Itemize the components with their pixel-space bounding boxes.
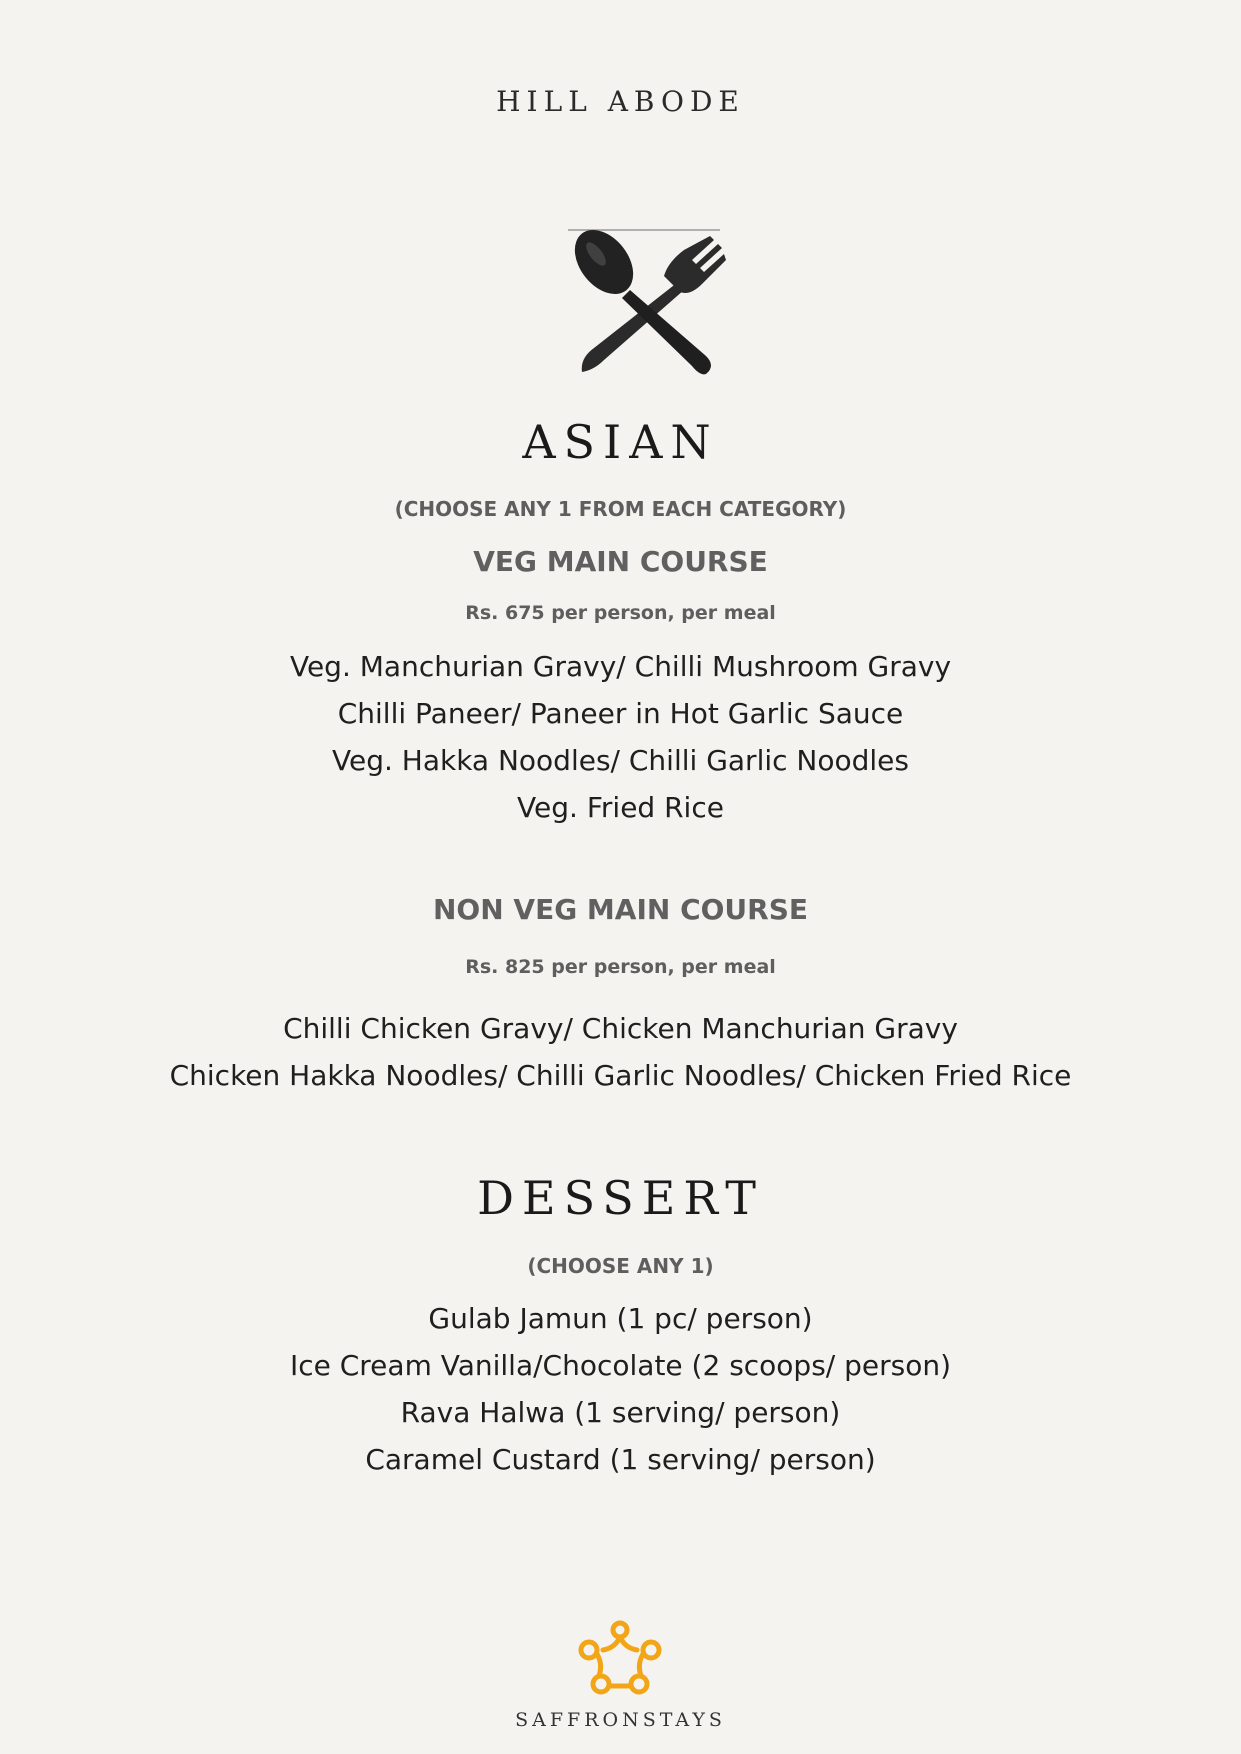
list-item: Veg. Manchurian Gravy/ Chilli Mushroom Gravy bbox=[289, 650, 952, 683]
saffronstays-logo-icon bbox=[575, 1620, 665, 1700]
asian-instruction: (CHOOSE ANY 1 FROM EACH CATEGORY) bbox=[394, 497, 847, 521]
list-item: Chicken Hakka Noodles/ Chilli Garlic Noodles/ Chicken Fried Rice bbox=[169, 1059, 1072, 1092]
list-item: Chilli Paneer/ Paneer in Hot Garlic Sauce bbox=[337, 697, 904, 730]
list-item: Gulab Jamun (1 pc/ person) bbox=[428, 1302, 813, 1335]
list-item: Chilli Chicken Gravy/ Chicken Manchurian Gravy bbox=[283, 1012, 958, 1045]
list-item: Rava Halwa (1 serving/ person) bbox=[400, 1396, 841, 1429]
veg-price: Rs. 675 per person, per meal bbox=[465, 602, 776, 624]
spoon-fork-icon bbox=[560, 226, 730, 386]
brand-title: HILL ABODE bbox=[496, 85, 745, 118]
list-item: Veg. Fried Rice bbox=[517, 791, 724, 824]
dessert-instruction: (CHOOSE ANY 1) bbox=[527, 1254, 714, 1278]
non-veg-price: Rs. 825 per person, per meal bbox=[465, 956, 776, 978]
saffronstays-logo-text: SAFFRONSTAYS bbox=[515, 1709, 726, 1731]
asian-title: ASIAN bbox=[522, 415, 719, 469]
non-veg-main-course-heading: NON VEG MAIN COURSE bbox=[432, 893, 809, 926]
list-item: Ice Cream Vanilla/Chocolate (2 scoops/ person) bbox=[289, 1349, 952, 1382]
veg-items-list bbox=[0, 643, 1241, 831]
dessert-items-list bbox=[0, 1295, 1241, 1483]
list-item: Caramel Custard (1 serving/ person) bbox=[365, 1443, 876, 1476]
veg-main-course-heading: VEG MAIN COURSE bbox=[473, 545, 768, 578]
list-item: Veg. Hakka Noodles/ Chilli Garlic Noodles bbox=[331, 744, 909, 777]
non-veg-items-list bbox=[0, 1005, 1241, 1099]
dessert-title: DESSERT bbox=[477, 1171, 764, 1225]
